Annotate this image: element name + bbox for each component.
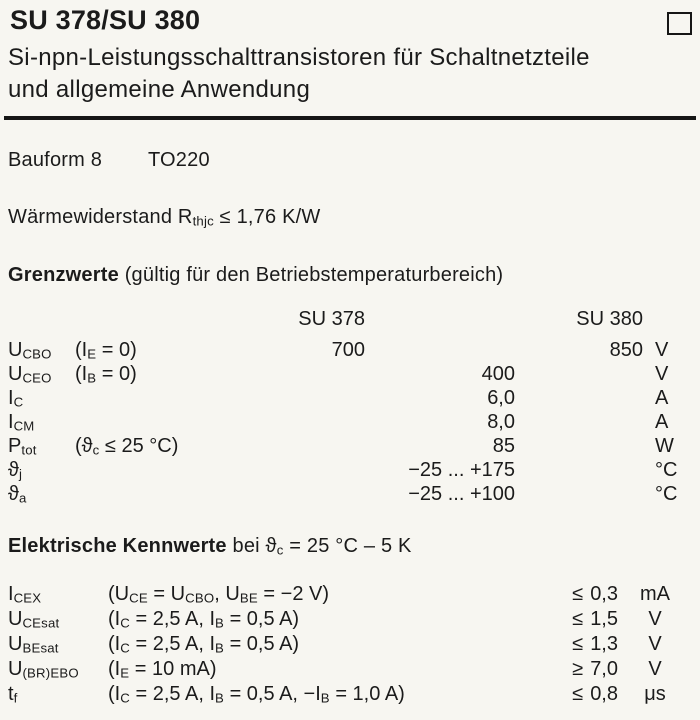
relation-value-cell (468, 682, 618, 710)
unit-cell: A (655, 411, 669, 433)
symbol-cell: $U_{BEsat}$ (8, 633, 59, 656)
value-shared-cell: 6,0 (487, 387, 515, 409)
limit-row-icm (8, 410, 692, 434)
condition-cell: $(I_B = 0)$ (75, 363, 137, 386)
value-su380-cell (515, 482, 643, 510)
symbol-cell: $ϑ_a$ (8, 483, 27, 506)
symbol-cell: $ϑ_j$ (8, 459, 23, 482)
relation: ≤ (572, 633, 584, 655)
symbol-cell: $U_{CEsat}$ (8, 608, 60, 631)
symbol-cell: $I_C$ (8, 387, 24, 410)
symbol-cell: $I_{CM}$ (8, 411, 35, 434)
symbol-cell: $U_{CBO}$ (8, 339, 52, 362)
condition-cell: $(I_E = 0)$ (75, 339, 137, 362)
thermal-resistance-line: Wärmewiderstand $R_{thjc} \le 1,76$ K/W (8, 206, 321, 229)
value: 7,0 (590, 658, 618, 680)
value-su378-cell: 700 (331, 339, 365, 361)
page-subtitle (8, 42, 590, 106)
limits-heading (8, 264, 503, 287)
condition-cell: ($U_{CE} = U_{CBO}$, $U_{BE} = -2$ V) (108, 583, 329, 606)
value-shared-cell: 85 (492, 435, 515, 457)
condition-cell: ($I_C = 2,5$ A, $I_B = 0,5$ A) (108, 608, 300, 631)
symbol-cell: $t_f$ (8, 683, 18, 706)
value-shared-cell: −25 ... +100 (408, 483, 515, 505)
symbol-cell: $I_{CEX}$ (8, 583, 42, 606)
unit-cell: V (655, 339, 669, 361)
limit-row-ptot (8, 434, 692, 458)
unit-cell: μs (644, 683, 666, 705)
header-rule (4, 116, 696, 120)
unit-cell: A (655, 387, 669, 409)
limits-heading-bold: Grenzwerte (8, 264, 119, 286)
subtitle-line-2: und allgemeine Anwendung (8, 76, 311, 103)
limit-row-ucbo (8, 338, 692, 362)
value-su378-cell (270, 482, 365, 510)
unit-cell: V (648, 633, 662, 655)
electrical-row-ubrebo (8, 657, 692, 682)
symbol-cell: $P_{tot}$ (8, 435, 37, 458)
unit-cell: V (655, 363, 669, 385)
bauform-label: Bauform 8 (8, 149, 103, 171)
unit-cell: V (648, 658, 662, 680)
unit-cell: mA (640, 583, 670, 605)
electrical-row-ubesat (8, 632, 692, 657)
limit-row-theta-a (8, 482, 692, 506)
value-shared-cell: −25 ... +175 (408, 459, 515, 481)
limits-table (8, 306, 692, 506)
value-shared-cell: 400 (481, 363, 515, 385)
unit-cell: V (648, 608, 662, 630)
relation: ≤ (572, 583, 584, 605)
limits-col-header-su380: SU 380 (576, 308, 643, 330)
value-shared-cell: 8,0 (487, 411, 515, 433)
condition-cell (75, 482, 270, 510)
bauform-line (8, 149, 210, 172)
electrical-heading-bold: Elektrische Kennwerte (8, 535, 227, 557)
unit-cell: W (655, 435, 674, 457)
electrical-row-tf (8, 682, 692, 707)
electrical-row-icex (8, 582, 692, 607)
relation: ≥ (572, 658, 584, 680)
value: 1,5 (590, 608, 618, 630)
subtitle-line-1: Si-npn-Leistungsschalttransistoren für Schaltnetzteile (8, 44, 590, 71)
value: 1,3 (590, 633, 618, 655)
electrical-heading (8, 535, 412, 558)
limits-heading-rest: (gültig für den Betriebstemperaturbereich) (118, 264, 504, 286)
value: 0,3 (590, 583, 618, 605)
condition-cell: ($ϑ_c \le 25$ °C) (75, 435, 179, 458)
electrical-heading-rest: bei $ϑ_c = 25$ °C – 5 K (226, 535, 412, 558)
limit-row-theta-j (8, 458, 692, 482)
condition-cell: ($I_C = 2,5$ A, $I_B = 0,5$ A, $-I_B = 1,0$ A) (108, 683, 405, 706)
page-title: SU 378/SU 380 (10, 5, 201, 35)
symbol-cell: $U_{(BR)EBO}$ (8, 658, 79, 681)
value: 0,8 (590, 683, 618, 705)
condition-cell: ($I_C = 2,5$ A, $I_B = 0,5$ A) (108, 633, 300, 656)
relation: ≤ (572, 608, 584, 630)
limit-row-ic (8, 386, 692, 410)
unit-cell: °C (655, 459, 678, 481)
condition-cell: ($I_E = 10$ mA) (108, 658, 217, 681)
limit-row-uceo (8, 362, 692, 386)
package-name: TO220 (148, 149, 210, 171)
unit-cell: °C (655, 483, 678, 505)
limits-header-row (8, 306, 692, 332)
value-su380-cell: 850 (609, 339, 643, 361)
symbol-cell: $U_{CEO}$ (8, 363, 52, 386)
electrical-row-ucesat (8, 607, 692, 632)
limits-col-header-su378: SU 378 (298, 308, 365, 330)
relation: ≤ (572, 683, 584, 705)
corner-square-icon (667, 12, 692, 35)
electrical-table (8, 582, 692, 707)
